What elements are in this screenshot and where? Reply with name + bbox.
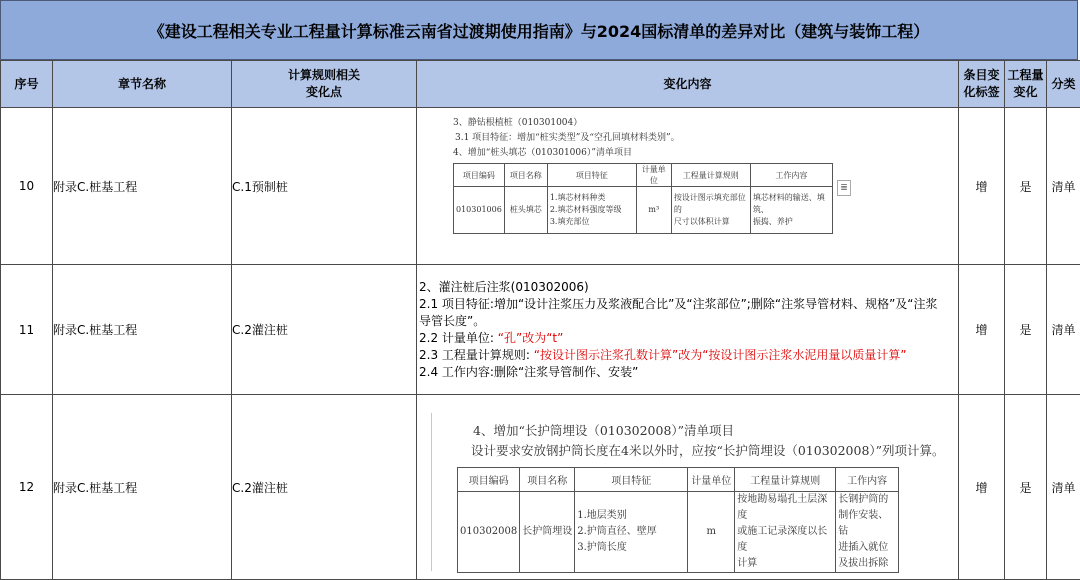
item-header: 工作内容 <box>750 164 832 187</box>
change-image <box>453 116 833 234</box>
change-line <box>419 347 938 364</box>
change-image <box>460 421 945 573</box>
change-line: 4、增加“长护筒埋设（010302008）”清单项目 <box>473 423 735 438</box>
item-features <box>575 492 688 573</box>
header-qty-line1: 工程量 <box>1007 68 1044 82</box>
change-highlight: “按设计图示注浆孔数计算”改为“按设计图示注浆水泥用量以质量计算” <box>533 348 907 362</box>
row-rule: C.1预制桩 <box>232 108 417 265</box>
feature-line: 3.护筒长度 <box>577 542 627 553</box>
work-line: 进插入就位及拔出拆除 <box>838 542 889 569</box>
item-header: 项目名称 <box>520 468 575 492</box>
change-line: 导管长度”。 <box>419 314 486 328</box>
table-row <box>1 108 1080 265</box>
header-chapter: 章节名称 <box>53 61 232 108</box>
row-tag: 增 <box>959 265 1005 395</box>
row-qty: 是 <box>1005 108 1047 265</box>
rule-line: 按地勘易塌孔土层深度 <box>737 494 828 521</box>
row-change <box>417 108 959 265</box>
row-type: 清单 <box>1047 395 1080 580</box>
feature-line: 2.护筒直径、壁厚 <box>577 526 657 537</box>
row-tag: 增 <box>959 108 1005 265</box>
change-line: 2、灌注桩后注浆(010302006) <box>419 280 589 294</box>
item-table <box>457 467 899 573</box>
header-change: 变化内容 <box>417 61 959 108</box>
item-unit: m <box>688 492 735 573</box>
header-qty <box>1005 61 1047 108</box>
item-code: 010302008 <box>458 492 520 573</box>
rule-line: 计算 <box>737 558 758 569</box>
item-work <box>836 492 899 573</box>
item-rule <box>671 187 750 234</box>
feature-line: 2.填芯材料强度等级 <box>549 205 622 214</box>
feature-line: 1.填芯材料种类 <box>549 193 606 202</box>
item-header: 项目编码 <box>454 164 505 187</box>
document-icon: ≣ <box>837 180 851 196</box>
item-name: 桩头填芯 <box>504 187 547 234</box>
change-line <box>419 330 938 347</box>
item-table <box>453 163 833 234</box>
row-qty: 是 <box>1005 265 1047 395</box>
work-line: 振捣、养护 <box>752 217 793 226</box>
row-seq: 12 <box>1 395 53 580</box>
row-type: 清单 <box>1047 108 1080 265</box>
rule-line: 按设计图示填充部位的 <box>673 193 746 214</box>
page-title: 《建设工程相关专业工程量计算标准云南省过渡期使用指南》与2024国标清单的差异对比（建筑与装饰工程） <box>0 0 1078 60</box>
item-header: 项目特征 <box>575 468 688 492</box>
work-line: 填芯材料的输送、填筑、 <box>752 193 825 214</box>
feature-line: 3.填充部位 <box>549 217 590 226</box>
item-header: 项目编码 <box>458 468 520 492</box>
item-header: 项目特征 <box>547 164 636 187</box>
row-chapter: 附录C.桩基工程 <box>53 265 232 395</box>
row-qty: 是 <box>1005 395 1047 580</box>
table-row <box>1 265 1080 395</box>
row-change <box>417 395 959 580</box>
feature-line: 1.地层类别 <box>577 510 627 521</box>
comparison-table <box>0 60 1080 580</box>
change-line: 4、增加“桩头填芯（010301006）”清单项目 <box>453 148 632 158</box>
change-line: 设计要求安放钢护筒长度在4米以外时，应按“长护筒埋设（010302008）”列项计算。 <box>471 443 945 458</box>
header-type: 分类 <box>1047 61 1080 108</box>
change-line: 2.4 工作内容:删除“注浆导管制作、安装” <box>419 365 639 379</box>
change-line: 3.1 项目特征：增加“桩实类型”及“空孔回填材料类别”。 <box>455 133 680 143</box>
row-seq: 11 <box>1 265 53 395</box>
header-tag <box>959 61 1005 108</box>
change-text <box>419 279 938 381</box>
item-unit: m³ <box>636 187 671 234</box>
rule-line: 尺寸以体积计算 <box>673 217 730 226</box>
header-row <box>1 61 1080 108</box>
change-label: 2.2 计量单位: <box>419 331 498 345</box>
row-rule: C.2灌注桩 <box>232 395 417 580</box>
rule-line: 或施工记录深度以长度 <box>737 526 828 553</box>
item-header: 工作内容 <box>836 468 899 492</box>
header-qty-line2: 变化 <box>1013 85 1038 99</box>
header-tag-line2: 化标签 <box>963 85 1000 99</box>
item-header: 计量单位 <box>688 468 735 492</box>
header-rule-line2: 变化点 <box>305 85 342 99</box>
item-header: 计量单位 <box>636 164 671 187</box>
item-code: 010301006 <box>454 187 505 234</box>
header-rule-line1: 计算规则相关 <box>287 68 360 82</box>
row-chapter: 附录C.桩基工程 <box>53 395 232 580</box>
item-work <box>750 187 832 234</box>
header-tag-line1: 条目变 <box>963 68 1000 82</box>
row-chapter: 附录C.桩基工程 <box>53 108 232 265</box>
item-header: 工程量计算规则 <box>671 164 750 187</box>
row-rule: C.2灌注桩 <box>232 265 417 395</box>
row-type: 清单 <box>1047 265 1080 395</box>
row-seq: 10 <box>1 108 53 265</box>
change-highlight: “孔”改为“t” <box>497 331 564 345</box>
change-label: 2.3 工程量计算规则: <box>419 348 534 362</box>
item-rule <box>735 492 836 573</box>
header-rule <box>232 61 417 108</box>
table-row <box>1 395 1080 580</box>
work-line: 长钢护筒的制作安装、钻 <box>838 494 889 537</box>
item-name: 长护筒埋设 <box>520 492 575 573</box>
item-features <box>547 187 636 234</box>
divider <box>431 413 432 571</box>
change-line: 3、静钻根植桩（010301004） <box>453 118 583 128</box>
row-tag: 增 <box>959 395 1005 580</box>
item-header: 项目名称 <box>504 164 547 187</box>
row-change <box>417 265 959 395</box>
item-header: 工程量计算规则 <box>735 468 836 492</box>
header-seq: 序号 <box>1 61 53 108</box>
change-line: 2.1 项目特征:增加“设计注浆压力及浆液配合比”及“注浆部位”;删除“注浆导管材料、规格”及“注浆 <box>419 297 938 311</box>
